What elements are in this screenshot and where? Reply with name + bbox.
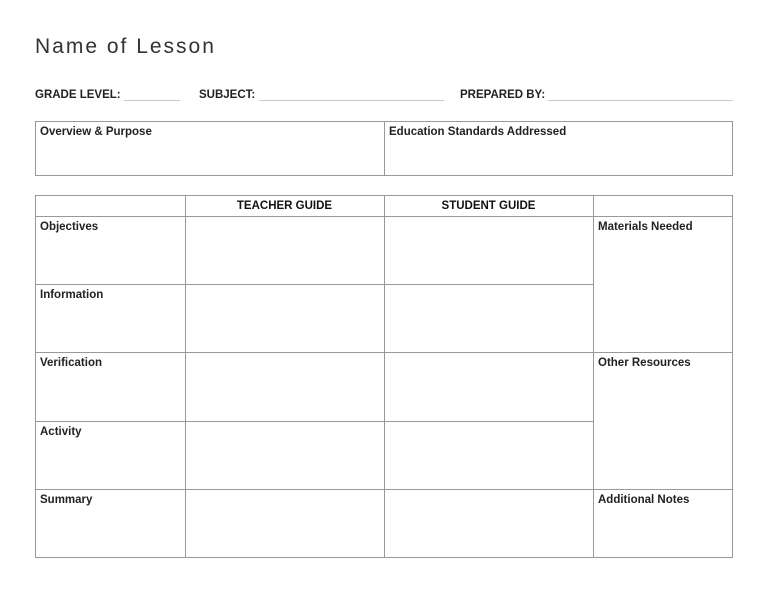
additional-notes-label: Additional Notes [598, 494, 690, 506]
overview-purpose-cell[interactable] [35, 121, 384, 176]
row-summary [35, 489, 185, 558]
row-label: Summary [40, 494, 93, 506]
row-label: Information [40, 289, 104, 301]
other-resources-cell[interactable] [593, 352, 733, 489]
student-guide-header: STUDENT GUIDE [441, 200, 536, 212]
subject-label: SUBJECT: [199, 89, 256, 101]
other-resources-label: Other Resources [598, 357, 691, 369]
row-label: Activity [40, 426, 82, 438]
student-guide-verification-cell[interactable] [384, 352, 593, 421]
row-label: Verification [40, 357, 102, 369]
lesson-title: Name of Lesson [35, 35, 216, 58]
education-standards-cell[interactable] [384, 121, 733, 176]
grade-level-field[interactable] [124, 100, 180, 101]
student-guide-summary-cell[interactable] [384, 489, 593, 558]
student-guide-activity-cell[interactable] [384, 421, 593, 489]
education-standards-label: Education Standards Addressed [389, 126, 567, 138]
row-verification [35, 352, 185, 421]
row-objectives [35, 216, 185, 284]
teacher-guide-verification-cell[interactable] [185, 352, 384, 421]
teacher-guide-information-cell[interactable] [185, 284, 384, 352]
teacher-guide-summary-cell[interactable] [185, 489, 384, 558]
row-activity [35, 421, 185, 489]
subject-field[interactable] [259, 100, 444, 101]
lesson-meta-row [35, 89, 733, 105]
student-guide-information-cell[interactable] [384, 284, 593, 352]
materials-needed-label: Materials Needed [598, 221, 693, 233]
row-label: Objectives [40, 221, 99, 233]
materials-needed-cell[interactable] [593, 216, 733, 352]
prepared-by-field[interactable] [548, 100, 733, 101]
grade-level-label: GRADE LEVEL: [35, 89, 121, 101]
overview-purpose-label: Overview & Purpose [40, 126, 152, 138]
prepared-by-label: PREPARED BY: [460, 89, 546, 101]
row-information [35, 284, 185, 352]
student-guide-objectives-cell[interactable] [384, 216, 593, 284]
teacher-guide-header: TEACHER GUIDE [236, 200, 333, 212]
teacher-guide-objectives-cell[interactable] [185, 216, 384, 284]
teacher-guide-activity-cell[interactable] [185, 421, 384, 489]
additional-notes-cell[interactable] [593, 489, 733, 558]
